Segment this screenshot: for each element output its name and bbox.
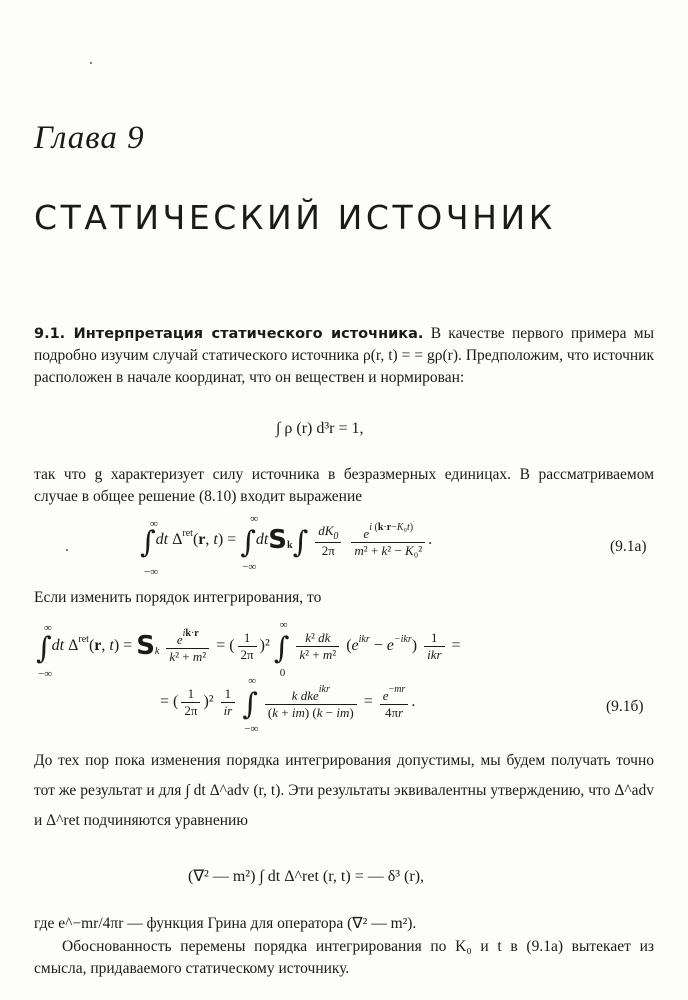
- section-intro-paragraph: [34, 323, 654, 389]
- equation-9-1a: ∞ −∞ ∫dt $\Delta^{ret}(r$, t) = ∞ −∞ ∫dtS$_k$∫ $\frac{dK_0}{2\pi}$ $\frac{e^{i (k\cdot r-K_0t)}}{\text{m² + k² − K₀²}}$ .: [140, 513, 433, 578]
- chapter-label: Глава 9: [34, 120, 145, 156]
- paragraph-3: Если изменить порядок интегрирования, то: [34, 589, 322, 606]
- paragraph-6: Обоснованность перемены порядка интегрирования по K₀ и t в (9.1a) вытекает из смысла, придаваемого статическому источнику.: [34, 938, 654, 977]
- paragraph-1: В качестве первого примера мы подробно изучим случай статического источника ρ(r, t) = = gρ(r). Предположим, что источник расположен в начале координат, что он веществен и нормирован:: [34, 325, 654, 386]
- paragraph-5: где e^−mr/4πr — функция Грина для оператора (∇² — m²).: [34, 915, 417, 932]
- section-heading: 9.1. Интерпретация статического источника.: [34, 326, 424, 342]
- chapter-title: СТАТИЧЕСКИЙ ИСТОЧНИК: [34, 198, 556, 237]
- paragraph-2: так что g характеризует силу источника в безразмерных единицах. В рассматриваемом случае в общее решение (8.10) входит выражение: [34, 466, 654, 505]
- normalization-equation: ∫ ρ (r) d³r = 1,: [276, 420, 364, 437]
- equation-9-1b-line-1: ∞ −∞ ∫dt $\Delta^{ret}(r$, $t) = S_k$ $\frac{e^{ik\cdot r}}{\text{k² + m²}}$ = ( $\frac{1}{2\pi}$ )² ∞ 0 ∫ $\frac{\text{k² dk}}{\text{k² + m²}}$ $(e^{ikr} - e^{-ikr})$ $\frac{1}{\text{ikr}}$ =: [36, 619, 461, 680]
- paragraph-4: До тех пор пока изменения порядка интегрирования допустимы, мы будем получать точно тот же результат и для ∫ dt Δ^adv (r, t). Эти результаты эквивалентны утверждению, что Δ^adv и Δ^ret подчиняются уравнению: [34, 752, 654, 829]
- speck: [90, 62, 92, 64]
- speck: [66, 549, 68, 551]
- green-equation: (∇² — m²) ∫ dt Δ^ret (r, t) = — δ³ (r),: [188, 868, 425, 885]
- equation-number-9-1a: (9.1a): [610, 538, 647, 555]
- equation-9-1b-line-2: = ( $\frac{1}{2\pi}$ )² $\frac{1}{ir}$ ∞ −∞ ∫ $\frac{k dke^{ikr}}{(k + im) (k - im)}$ = $\frac{e^{-mr}}{4\pi r}$ .: [160, 675, 416, 736]
- equation-number-9-1b: (9.1б): [606, 698, 644, 715]
